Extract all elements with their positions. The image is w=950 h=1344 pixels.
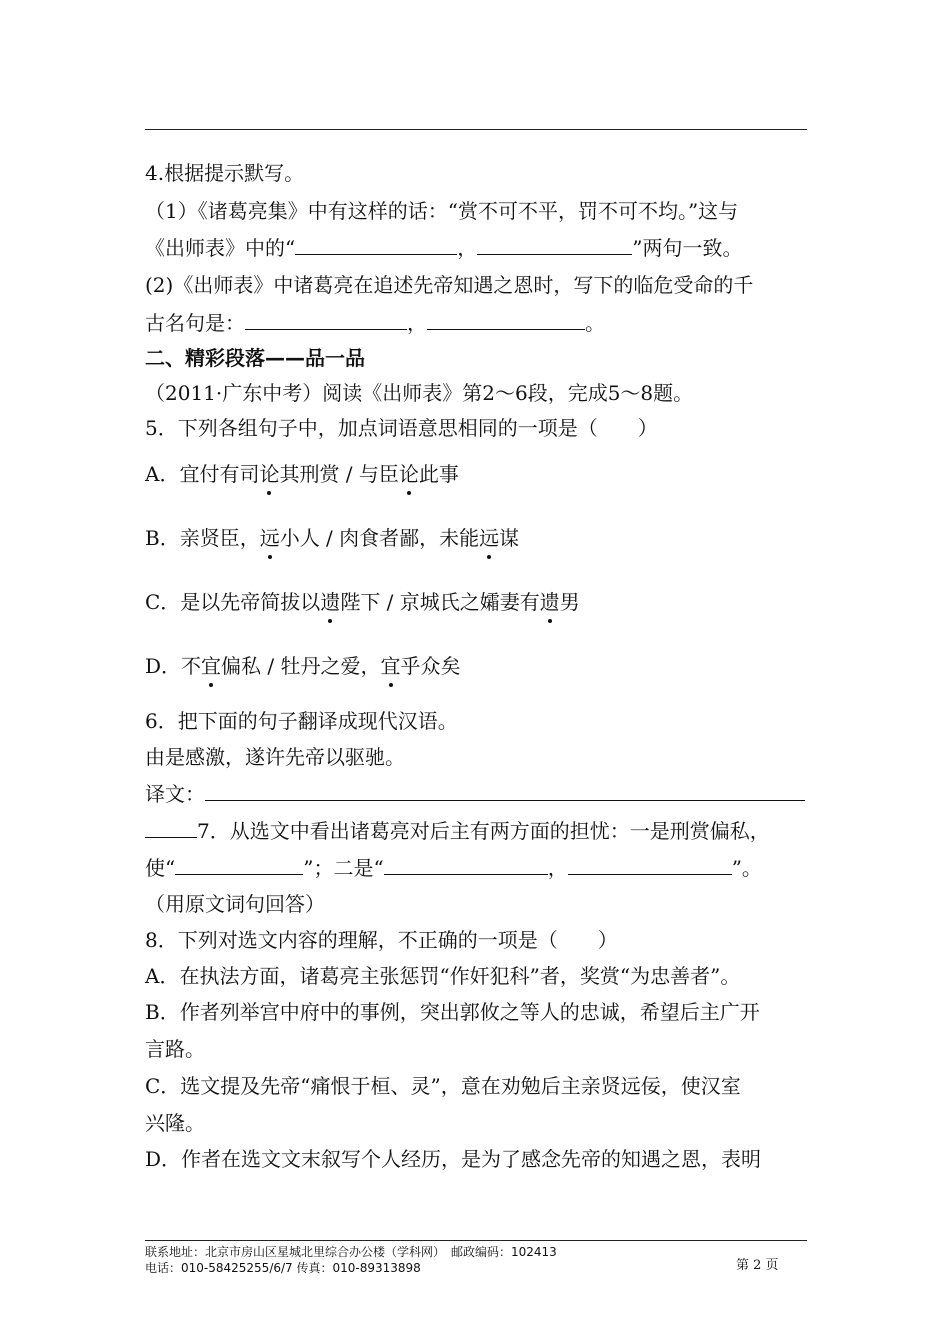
q4-title: 4.根据提示默写。 [145,161,305,185]
q4-part2-line2 [145,310,605,336]
q5-a-pre: A．宜付有司 [145,462,260,486]
q4-part2-line1: (2)《出师表》中诸葛亮在追述先帝知遇之恩时，写下的临危受命的千 [145,273,754,297]
q8-stem: 8．下列对选文内容的理解，不正确的一项是（ ） [145,928,618,952]
q4-blank-2[interactable] [477,236,632,255]
q5-c-pre: C．是以先帝简拔以 [145,590,321,614]
q8-option-c-line2: 兴隆。 [145,1111,205,1135]
q5-d-pre: D．不 [145,654,202,678]
q7-line1 [145,818,770,844]
q7-text-2d: ”。 [731,856,762,880]
q5-a-dotted-2: 论 [398,462,419,486]
q5-b-dotted-1: 远 [259,526,280,550]
q6-answer-line [145,781,805,807]
q8-option-b-line2: 言路。 [145,1037,205,1061]
q8-option-c-line1: C．选文提及先帝“痛恨于桓、灵”，意在劝勉后主亲贤远佞，使汉室 [145,1074,741,1098]
footer-rule [145,1240,807,1241]
q5-option-c [145,589,580,615]
q4-part1-text-c: ”两句一致。 [632,236,743,260]
q8-option-d-line1: D．作者在选文文末叙写个人经历，是为了感念先帝的知遇之恩，表明 [145,1147,762,1171]
q7-blank-1[interactable] [175,856,303,875]
q7-text-1: 7．从选文中看出诸葛亮对后主有两方面的担忧：一是刑赏偏私， [197,819,770,843]
footer-phone: 电话：010-58425255/6/7 传真：010-89313898 [145,1261,421,1275]
q5-option-b [145,525,519,551]
q5-c-dotted-1: 遗 [320,590,341,614]
q4-part1-line2 [145,235,742,261]
q7-line3: （用原文词句回答） [145,892,325,916]
q4-part1-text-a: 《出师表》中的“ [145,236,296,260]
q5-option-a [145,461,459,487]
q7-blank-2[interactable] [384,856,548,875]
section2-intro: （2011·广东中考）阅读《出师表》第2～6段，完成5～8题。 [145,381,694,405]
q4-part2-text-a: 古名句是： [145,311,245,335]
q5-c-dotted-2: 遗 [539,590,560,614]
q8-option-b-line1: B．作者列举宫中府中的事例，突出郭攸之等人的忠诚，希望后主广开 [145,1000,760,1024]
q6-answer-blank[interactable] [205,782,805,801]
q5-d-dotted-1: 宜 [201,654,222,678]
q7-text-2a: 使“ [145,856,176,880]
q8-option-a: A．在执法方面，诸葛亮主张惩罚“作奸犯科”者，奖赏“为忠善者”。 [145,964,741,988]
q5-d-dotted-2: 宜 [380,654,401,678]
q7-text-2c: ， [547,856,568,880]
q5-c-mid: 陛下 / 京城氏之孀妻有 [340,590,540,614]
q5-a-post: 此事 [418,462,459,486]
q4-part1-text-b: ， [457,236,478,260]
q4-blank-1[interactable] [295,236,457,255]
q5-a-mid: 其刑赏 / 与臣 [279,462,399,486]
q4-blank-3[interactable] [245,311,407,330]
q5-b-dotted-2: 远 [479,526,500,550]
q6-stem: 6．把下面的句子翻译成现代汉语。 [145,709,458,733]
header-rule [145,129,807,130]
q6-sentence: 由是感激，遂许先帝以驱驰。 [145,745,405,769]
q5-b-post: 谋 [499,526,520,550]
q7-line2 [145,855,762,881]
q5-d-post: 乎众矣 [400,654,461,678]
q5-c-post: 男 [559,590,580,614]
q7-blank-3[interactable] [568,856,732,875]
q5-stem: 5．下列各组句子中，加点词语意思相同的一项是（ ） [145,416,658,440]
q6-answer-label: 译文： [145,782,205,806]
page-number: 第 2 页 [736,1258,779,1273]
section2-heading: 二、精彩段落——品一品 [145,346,365,370]
q5-a-dotted-1: 论 [259,462,280,486]
q5-b-mid: 小人 / 肉食者鄙，未能 [279,526,480,550]
q5-b-pre: B．亲贤臣， [145,526,260,550]
footer-address: 联系地址：北京市房山区星城北里综合办公楼（学科网） 邮政编码：102413 [145,1245,557,1259]
q4-part2-text-c: 。 [585,311,605,335]
q4-part1-line1: （1）《诸葛亮集》中有这样的话：“赏不可不平，罚不可不均。”这与 [145,199,739,223]
q5-d-mid: 偏私 / 牡丹之爱， [221,654,381,678]
q5-option-d [145,653,461,679]
q4-part2-text-b: ， [407,311,427,335]
q7-text-2b: ”；二是“ [303,856,384,880]
q4-blank-4[interactable] [427,311,585,330]
q6-answer-blank-continued[interactable] [145,819,197,838]
